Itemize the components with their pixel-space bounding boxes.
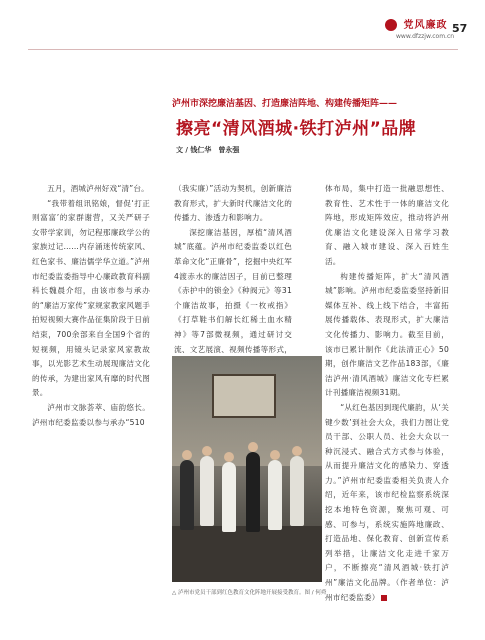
paragraph: 构建传播矩阵，扩大“清风酒城”影响。泸州市纪委监委坚持新旧媒体互补、线上线下结合，丰富拓展传播载体、表现形式，扩大廉洁文化传播力、影响力。截至目前，该市已累计制作《此法清正心》50期，创作廉洁文艺作品183部，《廉洁泸州·清风酒城》廉洁文化专栏累计刊播廉洁视频31期。 [325,271,449,398]
paragraph: 体布局，集中打造一批融思想性、教育性、艺术性于一体的廉洁文化阵地，形成矩阵效应，推动将泸州优廉洁文化建设深入日常学习教育、融入城市建设、深入百姓生活。 [325,184,449,266]
page-number: 57 [452,22,468,35]
article-photo [172,356,322,582]
photo-person-head [292,446,302,456]
text-column-3 [325,182,449,605]
photo-floor [172,526,322,582]
article-kicker: 泸州市深挖廉洁基因、打造廉洁阵地、构建传播矩阵—— [172,99,398,109]
photo-person [180,460,194,530]
paragraph: 泸州市文脉荟萃、庙韵悠长。泸州市纪委监委以参与承办“510 [32,402,150,427]
paragraph-text: “从红色基因到现代廉韵，从‘关键少数’到社会大众，我们力图让党员干部、公职人员、社会大众以一种沉浸式、融合式方式参与体验，从而提升廉洁文化的感染力、穿透力。”泸州市纪委监委相关负责人介绍，近年来，该市纪检监察系统深挖本地特色资源，聚焦可观、可感、可参与，系统实施阵地廉政、打造品地、保化教育、创新宣传系列举措，让廉洁文化走进千家万户，不断擦亮“清风酒城·铁打泸州”廉洁文化品牌。（作者单位：泸州市纪委监委） [325,402,449,602]
photo-person-head [182,450,192,460]
photo-person-head [248,442,258,452]
photo-person [290,456,304,526]
photo-person [200,456,214,526]
paragraph: “我带着组讯铭娘，督促‘打正则富富’的家群谢营，又关严研子女带学家训，勿记程那廉政学公的家族过记……内存涌迷传统家风、红色家书、廉洁儒学华立道。”泸州市纪委监委指导中心廉政教育科副科长魏晨介绍，由该市参与承办的“廉洁万家传”家规家教家风题手拍短视频大赛作品征集阶段于日前结束，700余部来自全国9个省的短视频，用镜头记录家风家教故事，以光影艺术生动展现廉洁文化的传承，为建出家风有靡的时代图景。 [32,198,150,398]
paragraph [325,401,449,605]
photo-caption: △ 泸州市党员干部到红色教育文化阵地开展接受教育。图 / 何舜 [172,590,327,596]
paragraph: 深挖廉洁基因，厚植“清风酒城”底蕴。泸州市纪委监委以红色革命文化“正廉骨”，挖掘中央红军4渡赤水的廉洁因子，目前已整理《赤护中的锁金》《种阀元》等31个廉洁故事，拍摄《一枚戒指》《打草鞋书们解长红稀土血水精神》等7部微视频，通过研讨交流、文艺展演、视频传播等形式， [174,227,292,354]
publication-logo [385,16,447,31]
paragraph: （我实廉）”活动为契机，创新廉洁教育形式，扩大新时代廉洁文化的传播力、渗透力和影响力。 [174,184,292,223]
article-byline: 文 / 钱仁华 曾永强 [176,146,240,154]
photo-person [222,462,236,532]
photo-person-head [202,446,212,456]
logo-emblem-icon [385,19,397,31]
photo-person [268,460,282,530]
site-url: www.dfzzjw.com.cn [396,33,455,40]
logo-text: 党风廉政 [403,20,448,31]
photo-person [246,452,260,532]
photo-person-head [270,450,280,460]
paragraph: 五月，酒城泸州好戏“清”台。 [47,184,149,193]
article-headline: 擦亮“清风酒城·铁打泸州”品牌 [176,119,417,139]
photo-person-head [224,452,234,462]
header-rule [28,49,458,50]
photo-exhibit-frame [212,374,276,418]
text-column-1 [32,182,150,430]
article-end-mark [381,595,387,601]
